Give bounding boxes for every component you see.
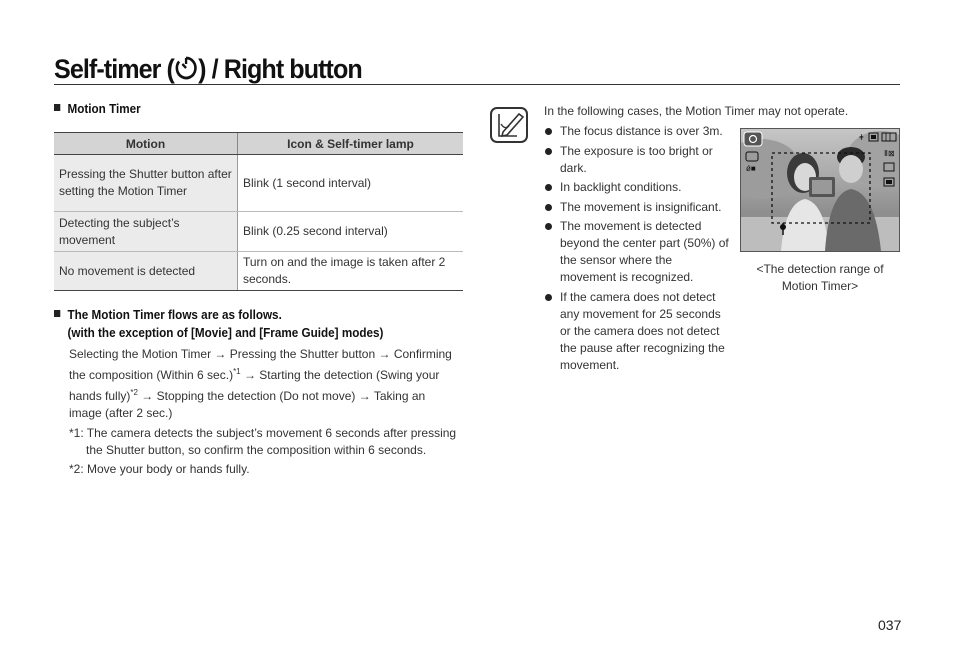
motion-timer-heading-text: Motion Timer bbox=[67, 101, 141, 116]
caption-line2: Motion Timer> bbox=[781, 279, 859, 293]
self-timer-icon bbox=[174, 55, 198, 81]
table-row bbox=[54, 212, 463, 252]
table-header-row bbox=[54, 133, 463, 155]
table-header-icon-lamp: Icon & Self-timer lamp bbox=[238, 133, 464, 155]
footnote-1-line1: *1: The camera detects the subject’s movement 6 seconds after pressing bbox=[69, 426, 457, 440]
image-caption bbox=[745, 261, 895, 295]
table-row bbox=[54, 252, 463, 291]
camera-screen-image bbox=[740, 128, 900, 252]
table-header-motion: Motion bbox=[54, 133, 238, 155]
flows-text-1: Selecting the Motion Timer → Pressing the Shutter button → Confirming the composition (Within 6 sec.) bbox=[69, 347, 452, 382]
flows-paragraph bbox=[69, 346, 461, 422]
list-item: The focus distance is over 3m. bbox=[544, 123, 729, 140]
table-cell: Pressing the Shutter button after setting the Motion Timer bbox=[54, 155, 238, 212]
caption-line1: <The detection range of bbox=[756, 262, 884, 276]
table-cell: Blink (1 second interval) bbox=[238, 155, 464, 212]
list-item: The movement is detected beyond the center part (50%) of the sensor where the movement is recognized. bbox=[544, 218, 729, 286]
footnote-ref-1: *1 bbox=[233, 367, 241, 376]
table-cell: Turn on and the image is taken after 2 seconds. bbox=[238, 252, 464, 291]
flows-heading-line2: (with the exception of [Movie] and [Frame Guide] modes) bbox=[67, 325, 384, 340]
table-cell: Detecting the subject’s movement bbox=[54, 212, 238, 252]
note-pencil-icon bbox=[489, 106, 529, 144]
flows-heading-line1: The Motion Timer flows are as follows. bbox=[67, 307, 282, 322]
page-title-prefix: Self-timer ( bbox=[54, 54, 174, 84]
table-cell: Blink (0.25 second interval) bbox=[238, 212, 464, 252]
motion-timer-table bbox=[54, 132, 463, 291]
list-item: If the camera does not detect any movement for 25 seconds or the camera does not detect the pause after recognizing the movement. bbox=[544, 289, 729, 374]
title-rule bbox=[54, 84, 900, 85]
page-title bbox=[54, 52, 362, 86]
svg-text:Ⅱ⊠: Ⅱ⊠ bbox=[884, 149, 895, 158]
list-item: In backlight conditions. bbox=[544, 179, 729, 196]
page-title-suffix: ) / Right button bbox=[198, 54, 362, 84]
list-item: The movement is insignificant. bbox=[544, 199, 729, 216]
motion-timer-heading bbox=[54, 101, 141, 116]
square-bullet-icon bbox=[54, 310, 60, 317]
table-cell: No movement is detected bbox=[54, 252, 238, 291]
note-intro: In the following cases, the Motion Timer may not operate. bbox=[544, 104, 849, 118]
footnote-ref-2: *2 bbox=[130, 388, 138, 397]
footnote-1 bbox=[69, 425, 461, 459]
note-list bbox=[544, 123, 729, 376]
svg-text:ǂ: ǂ bbox=[859, 133, 864, 142]
footnote-1-line2: the Shutter button, so confirm the composition within 6 seconds. bbox=[86, 443, 427, 457]
square-bullet-icon bbox=[54, 104, 60, 111]
svg-text:ǿ■: ǿ■ bbox=[746, 164, 756, 173]
camera-lcd-illustration bbox=[741, 129, 899, 251]
flows-heading bbox=[54, 306, 383, 342]
flows-text-2: → Starting the detection (Swing your hands fully) bbox=[69, 368, 440, 403]
footnote-2: *2: Move your body or hands fully. bbox=[69, 462, 250, 476]
list-item: The exposure is too bright or dark. bbox=[544, 143, 729, 177]
page-number: 037 bbox=[878, 617, 902, 633]
table-row bbox=[54, 155, 463, 212]
flows-text-3: → Stopping the detection (Do not move) → Taking an image (after 2 sec.) bbox=[69, 389, 426, 420]
